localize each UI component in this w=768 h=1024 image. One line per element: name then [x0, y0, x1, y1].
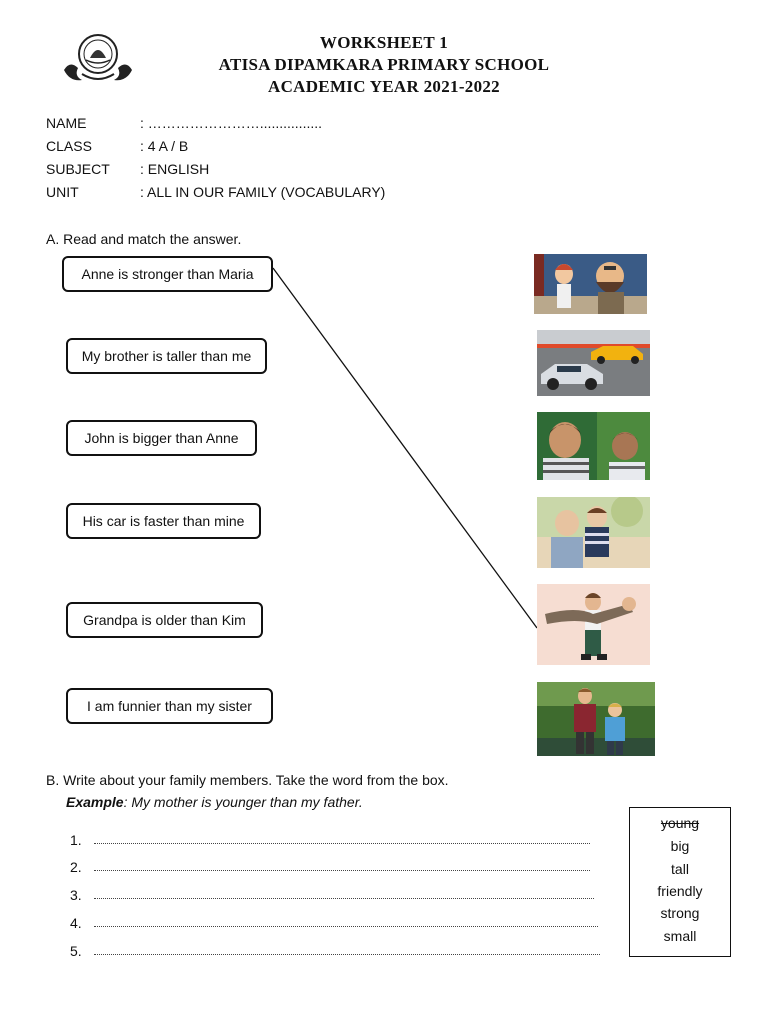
section-b-instruction: B. Write about your family members. Take the word from the box.: [46, 772, 449, 788]
info-value-class: : 4 A / B: [140, 138, 189, 154]
two-boys-photo: [537, 412, 650, 480]
word-strong: strong: [660, 905, 700, 921]
match-sentence-4: His car is faster than mine: [66, 503, 261, 539]
info-value-subject: : ENGLISH: [140, 161, 210, 177]
info-label-unit: UNIT: [46, 184, 79, 200]
match-sentence-6: I am funnier than my sister: [66, 688, 273, 724]
word-small: small: [663, 928, 697, 944]
line-number-1: 1.: [70, 832, 82, 848]
example-text: : My mother is younger than my father.: [123, 794, 363, 810]
section-a-instruction: A. Read and match the answer.: [46, 231, 242, 247]
grandpa-and-boy-photo: [537, 497, 650, 568]
line-number-4: 4.: [70, 915, 82, 931]
cartoon-family-photo: [534, 254, 647, 314]
racing-cars-photo: [537, 330, 650, 396]
line-number-5: 5.: [70, 943, 82, 959]
match-sentence-2: My brother is taller than me: [66, 338, 267, 374]
dotted-answer-line-1[interactable]: [94, 843, 590, 844]
word-box: [629, 807, 731, 957]
info-value-unit: : ALL IN OUR FAMILY (VOCABULARY): [140, 184, 386, 200]
info-label-subject: SUBJECT: [46, 161, 110, 177]
dotted-answer-line-4[interactable]: [94, 926, 598, 927]
info-value-name: : ……………………................: [140, 115, 323, 131]
line-number-3: 3.: [70, 887, 82, 903]
example-label: Example: [66, 794, 124, 810]
dotted-answer-line-3[interactable]: [94, 898, 594, 899]
info-label-class: CLASS: [46, 138, 92, 154]
word-friendly: friendly: [657, 883, 703, 899]
example-sentence: [66, 794, 363, 810]
strong-girl-lifting-photo: [537, 584, 650, 665]
academic-year: ACADEMIC YEAR 2021-2022: [268, 77, 500, 96]
two-brothers-photo: [537, 682, 655, 756]
worksheet-title: WORKSHEET 1: [319, 33, 449, 52]
dotted-answer-line-5[interactable]: [94, 954, 600, 955]
line-number-2: 2.: [70, 859, 82, 875]
info-label-name: NAME: [46, 115, 87, 131]
school-name: ATISA DIPAMKARA PRIMARY SCHOOL: [218, 55, 550, 74]
word-young-crossed: young: [660, 815, 700, 831]
dotted-answer-line-2[interactable]: [94, 870, 590, 871]
word-tall: tall: [671, 861, 689, 877]
match-sentence-3: John is bigger than Anne: [66, 420, 257, 456]
match-sentence-5: Grandpa is older than Kim: [66, 602, 263, 638]
match-sentence-1: Anne is stronger than Maria: [62, 256, 273, 292]
word-big: big: [670, 838, 690, 854]
